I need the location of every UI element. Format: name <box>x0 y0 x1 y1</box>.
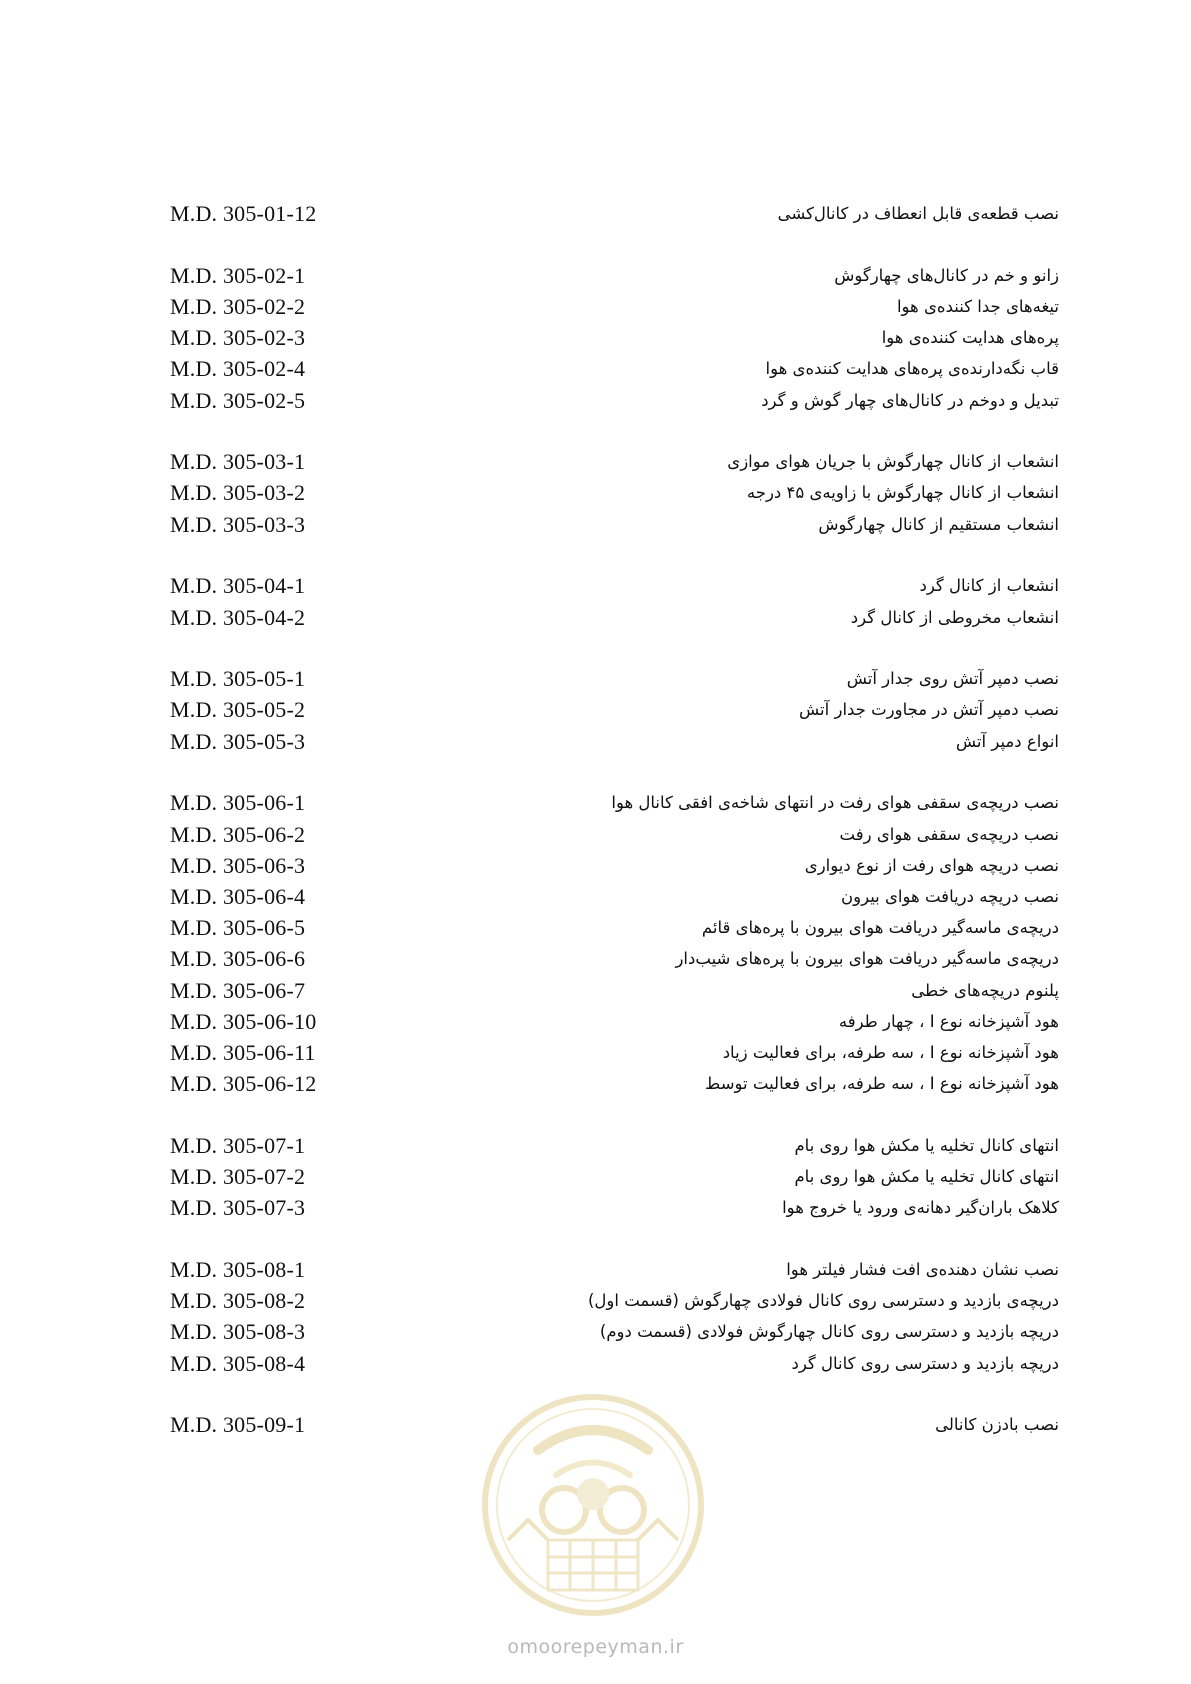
index-row <box>0 850 1191 882</box>
drawing-code: M.D. 305-06-10 <box>170 1008 317 1034</box>
drawing-title: انشعاب از کانال چهارگوش با جریان هوای موازی <box>727 452 1059 472</box>
drawing-code: M.D. 305-02-2 <box>170 293 306 319</box>
drawing-code: M.D. 305-04-1 <box>170 573 306 599</box>
drawing-title: دریچه‌ی ماسه‌گیر دریافت هوای بیرون با پره‌های قائم <box>701 918 1059 938</box>
drawing-title: نصب دمپر آتش در مجاورت جدار آتش <box>799 700 1059 720</box>
drawing-code: M.D. 305-06-2 <box>170 821 306 847</box>
index-row <box>0 1068 1191 1100</box>
index-row <box>0 975 1191 1007</box>
drawing-title: دریچه‌ی بازدید و دسترسی روی کانال فولادی چهارگوش (قسمت اول) <box>587 1291 1059 1311</box>
index-row <box>0 1316 1191 1348</box>
drawing-title: نصب بادزن کانالی <box>935 1415 1059 1435</box>
index-row <box>0 912 1191 944</box>
drawing-title: هود آشپزخانه نوع I ، سه طرفه، برای فعالیت توسط <box>705 1074 1059 1094</box>
drawing-title: هود آشپزخانه نوع I ، سه طرفه، برای فعالیت زیاد <box>722 1042 1059 1062</box>
index-row <box>0 570 1191 602</box>
drawing-title: دریچه بازدید و دسترسی روی کانال گرد <box>791 1353 1059 1373</box>
drawing-code: M.D. 305-08-1 <box>170 1256 306 1282</box>
drawing-title: انتهای کانال تخلیه یا مکش هوا روی بام <box>794 1135 1059 1155</box>
index-row <box>0 726 1191 758</box>
drawing-title: نصب دریچه هوای رفت از نوع دیواری <box>804 855 1059 875</box>
drawing-title: زانو و خم در کانال‌های چهارگوش <box>834 265 1059 285</box>
drawing-title: پلنوم دریچه‌های خطی <box>911 980 1059 1000</box>
drawing-code: M.D. 305-07-3 <box>170 1195 306 1221</box>
index-row <box>0 291 1191 323</box>
drawing-code: M.D. 305-09-1 <box>170 1412 306 1438</box>
drawing-title: انشعاب مستقیم از کانال چهارگوش <box>818 514 1059 534</box>
drawing-title: انشعاب از کانال چهارگوش با زاویه‌ی ۴۵ درجه <box>746 483 1059 503</box>
drawing-title: دریچه بازدید و دسترسی روی کانال چهارگوش فولادی (قسمت دوم) <box>599 1322 1059 1342</box>
index-row <box>0 260 1191 292</box>
index-row <box>0 602 1191 634</box>
index-row <box>0 881 1191 913</box>
drawing-title: نصب دریچه‌ی سقفی هوای رفت در انتهای شاخه‌ی افقی کانال هوا <box>611 793 1059 813</box>
drawing-code: M.D. 305-07-1 <box>170 1132 306 1158</box>
drawing-title: انواع دمپر آتش <box>955 731 1059 751</box>
drawing-title: نصب دریچه دریافت هوای بیرون <box>841 886 1059 906</box>
drawing-code: M.D. 305-06-5 <box>170 915 306 941</box>
index-row <box>0 787 1191 819</box>
index-row <box>0 1348 1191 1380</box>
index-row <box>0 663 1191 695</box>
drawing-code: M.D. 305-01-12 <box>170 201 317 226</box>
drawing-code: M.D. 305-03-3 <box>170 511 306 537</box>
drawing-code: M.D. 305-06-6 <box>170 946 306 972</box>
drawing-code: M.D. 305-03-1 <box>170 449 306 475</box>
drawing-code: M.D. 305-05-3 <box>170 728 306 754</box>
drawing-code: M.D. 305-08-2 <box>170 1288 306 1314</box>
drawing-code: M.D. 305-02-5 <box>170 387 306 413</box>
drawing-code: M.D. 305-05-2 <box>170 697 306 723</box>
drawing-title: نصب نشان دهنده‌ی افت فشار فیلتر هوا <box>786 1259 1059 1279</box>
drawing-title: پره‌های هدایت کننده‌ی هوا <box>881 328 1059 348</box>
index-row <box>0 353 1191 385</box>
drawing-title: دریچه‌ی ماسه‌گیر دریافت هوای بیرون با پره‌های شیب‌دار <box>675 949 1059 969</box>
drawing-code: M.D. 305-06-11 <box>170 1039 316 1065</box>
drawing-code: M.D. 305-06-4 <box>170 883 306 909</box>
index-row <box>0 1254 1191 1286</box>
index-row <box>0 322 1191 354</box>
drawing-code: M.D. 305-06-12 <box>170 1071 317 1097</box>
drawing-code: M.D. 305-06-3 <box>170 852 306 878</box>
drawing-code: M.D. 305-05-1 <box>170 666 306 692</box>
drawing-code: M.D. 305-08-4 <box>170 1350 306 1376</box>
index-row <box>0 385 1191 417</box>
index-row <box>0 1037 1191 1069</box>
watermark-logo-icon <box>478 1390 708 1620</box>
drawing-code: M.D. 305-06-7 <box>170 977 306 1003</box>
index-row <box>0 198 1191 230</box>
drawing-code: M.D. 305-02-1 <box>170 262 306 288</box>
drawing-title: نصب دمپر آتش روی جدار آتش <box>846 669 1059 689</box>
index-row <box>0 1130 1191 1162</box>
index-row <box>0 509 1191 541</box>
index-row <box>0 819 1191 851</box>
drawing-code: M.D. 305-04-2 <box>170 604 306 630</box>
index-row <box>0 1192 1191 1224</box>
index-row <box>0 1285 1191 1317</box>
index-row <box>0 694 1191 726</box>
drawing-title: قاب نگه‌دارنده‌ی پره‌های هدایت کننده‌ی هوا <box>765 359 1059 379</box>
index-row <box>0 1006 1191 1038</box>
drawing-code: M.D. 305-08-3 <box>170 1319 306 1345</box>
drawing-title: انتهای کانال تخلیه یا مکش هوا روی بام <box>794 1167 1059 1186</box>
drawing-title: نصب دریچه‌ی سقفی هوای رفت <box>839 824 1059 844</box>
drawing-code: M.D. 305-06-1 <box>170 790 306 816</box>
drawing-title: نصب قطعه‌ی قابل انعطاف در کانال‌کشی <box>777 204 1059 223</box>
index-row <box>0 477 1191 509</box>
drawing-title: هود آشپزخانه نوع I ، چهار طرفه <box>838 1011 1059 1031</box>
drawing-title: تبدیل و دوخم در کانال‌های چهار گوش و گرد <box>761 390 1059 410</box>
index-row <box>0 943 1191 975</box>
drawing-code: M.D. 305-02-4 <box>170 356 306 382</box>
index-row <box>0 1161 1191 1193</box>
index-row <box>0 446 1191 478</box>
drawing-title: انشعاب مخروطی از کانال گرد <box>850 607 1059 627</box>
drawing-code: M.D. 305-02-3 <box>170 325 306 351</box>
drawing-code: M.D. 305-07-2 <box>170 1164 306 1189</box>
drawing-title: انشعاب از کانال گرد <box>919 576 1059 596</box>
drawing-title: کلاهک باران‌گیر دهانه‌ی ورود یا خروج هوا <box>782 1198 1059 1218</box>
drawing-title: تیغه‌های جدا کننده‌ی هوا <box>896 296 1059 316</box>
drawing-code: M.D. 305-03-2 <box>170 480 306 506</box>
watermark-url: omoorepeyman.ir <box>507 1636 684 1658</box>
